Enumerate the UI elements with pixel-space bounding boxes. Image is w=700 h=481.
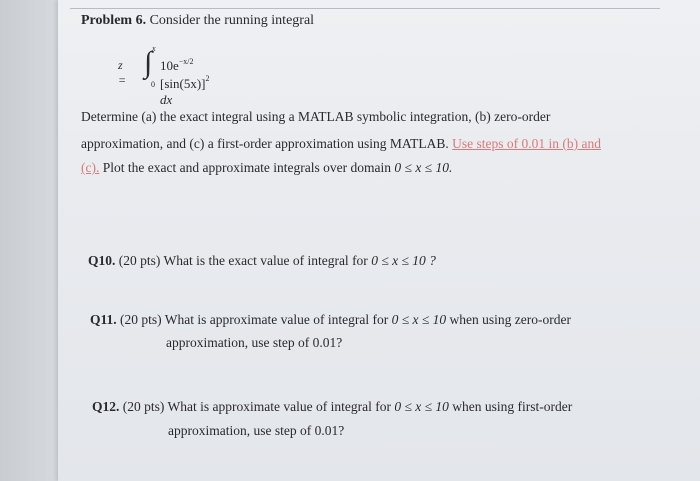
problem-heading <box>81 12 314 30</box>
top-rule-line <box>70 8 660 9</box>
integral-sign: ∫ <box>144 46 153 79</box>
paragraph-domain: 0 ≤ x ≤ 10. <box>394 160 453 175</box>
question-text-line-2: approximation, use step of 0.01? <box>168 423 345 438</box>
paragraph-line-1-text: Determine (a) the exact integral using a MATLAB symbolic integration, (b) zero-order <box>81 109 551 124</box>
question-text: (20 pts) What is the exact value of integral for <box>115 253 372 268</box>
integrand-differential: dx <box>160 92 173 107</box>
problem-title-text: Consider the running integral <box>149 13 315 28</box>
left-background-strip <box>0 0 58 481</box>
question-q11 <box>90 311 571 329</box>
paragraph-line-3 <box>81 159 661 177</box>
question-q10 <box>88 252 436 270</box>
steps-hint-link-continued[interactable]: (c). <box>81 160 100 175</box>
question-domain: 0 ≤ x ≤ 10 ? <box>371 253 436 268</box>
question-q11-line-2 <box>166 334 342 352</box>
equation-lhs: z = <box>118 58 127 87</box>
question-text-tail: when using zero-order <box>446 312 571 327</box>
question-text: (20 pts) What is approximate value of integral for <box>119 399 395 414</box>
paragraph-line-3-text: Plot the exact and approximate integrals over domain <box>99 160 395 175</box>
question-domain: 0 ≤ x ≤ 10 <box>391 312 447 327</box>
question-text-tail: when using first-order <box>448 399 573 414</box>
integrand-exponent: −x/2 <box>178 57 194 66</box>
question-label: Q11. <box>90 312 117 327</box>
paragraph-line-2 <box>81 135 661 153</box>
integral-lower-limit: 0 <box>151 80 155 89</box>
integral-upper-limit: x <box>152 44 156 53</box>
steps-hint-link[interactable]: Use steps of 0.01 in (b) and <box>452 136 602 151</box>
question-domain: 0 ≤ x ≤ 10 <box>394 399 449 414</box>
integrand-square: 2 <box>205 74 210 83</box>
question-label: Q10. <box>88 253 116 268</box>
paragraph-line-2-text: approximation, and (c) a first-order approximation using MATLAB. <box>81 136 453 151</box>
question-text: (20 pts) What is approximate value of integral for <box>116 312 392 327</box>
integrand <box>160 57 210 108</box>
question-label: Q12. <box>92 399 120 414</box>
question-q12 <box>92 398 572 416</box>
integrand-bracket-term: [sin(5x)] <box>160 76 206 91</box>
question-text-line-2: approximation, use step of 0.01? <box>166 335 343 350</box>
question-q12-line-2 <box>168 422 344 440</box>
integrand-coefficient: 10e <box>160 58 179 73</box>
problem-label: Problem 6. <box>81 13 147 28</box>
paragraph-line-1 <box>81 108 661 126</box>
